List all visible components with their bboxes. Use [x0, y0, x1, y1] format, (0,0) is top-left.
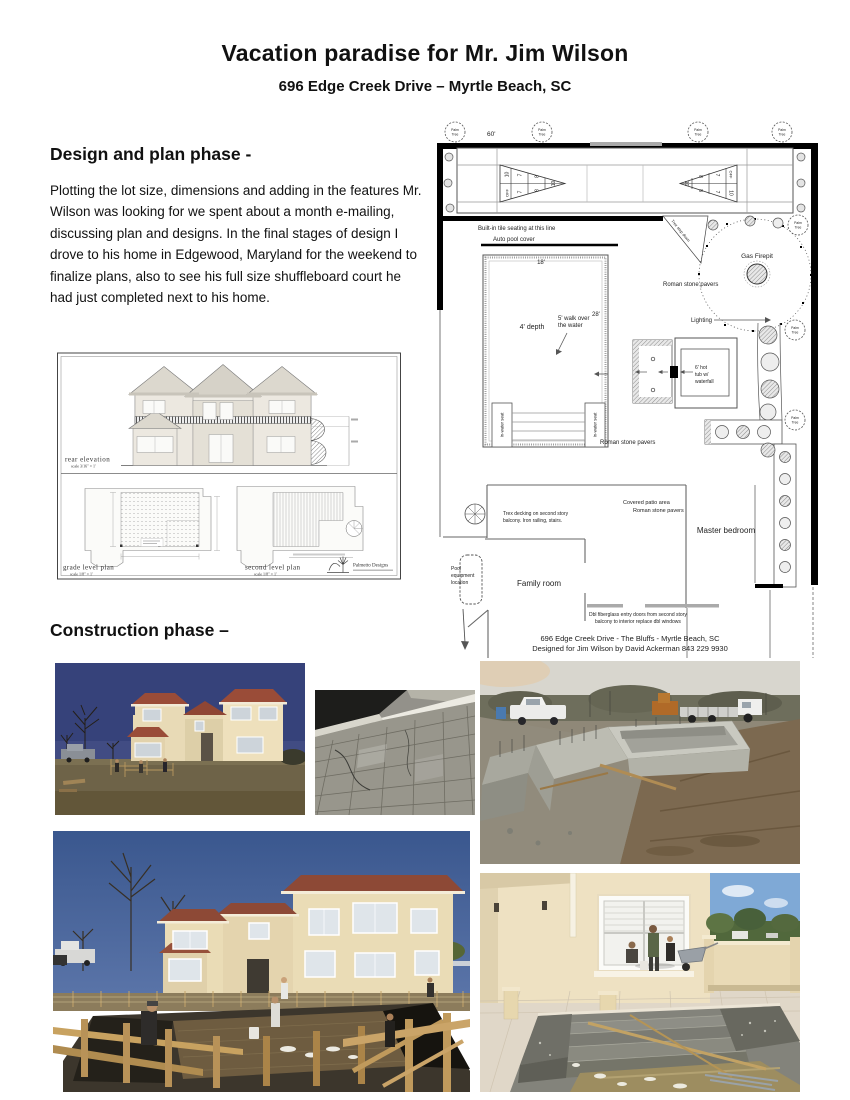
svg-text:Palm: Palm [791, 326, 799, 330]
gas-firepit-symbol [747, 264, 767, 284]
svg-text:10: 10 [727, 190, 734, 196]
lot-width-dim: 60' [487, 131, 496, 138]
site-plan [437, 117, 818, 662]
shuffleboard-court [444, 148, 805, 213]
svg-text:tub w/: tub w/ [695, 372, 709, 378]
page-subtitle: 696 Edge Creek Drive – Myrtle Beach, SC [278, 78, 572, 95]
stone-pavers-label-2: Roman stone pavers [600, 440, 656, 446]
firm-name: Palmetto Designs [353, 563, 389, 569]
stone-pavers-label-1: Roman stone pavers [663, 282, 719, 288]
grade-plan-label: grade level plan [63, 563, 115, 572]
svg-text:the water: the water [558, 323, 583, 329]
deck-note: Trex decking on second story [503, 511, 569, 517]
svg-text:Tree: Tree [791, 420, 799, 425]
svg-text:OFF: OFF [504, 189, 510, 197]
svg-text:8: 8 [534, 189, 541, 192]
second-plan-scale: scale 1/8" = 1' [254, 571, 277, 577]
family-room-label: Family room [517, 579, 562, 588]
rear-elevation-label: rear elevation [65, 455, 111, 464]
photo-pool-steps-workers [480, 873, 800, 1092]
gas-firepit-label: Gas Firepit [741, 253, 773, 260]
svg-text:10: 10 [551, 180, 557, 187]
rear-elevation-scale: scale 3/16" = 1' [71, 463, 96, 469]
master-bedroom-label: Master bedroom [696, 526, 756, 535]
svg-text:10: 10 [683, 180, 689, 187]
grade-plan-scale: scale 1/8" = 1' [70, 571, 93, 577]
waterfall-symbol [670, 366, 678, 378]
site-plan-drawing [437, 117, 818, 662]
svg-text:Palm: Palm [791, 416, 799, 420]
svg-text:Palm: Palm [694, 128, 702, 132]
svg-text:balcony to interior replace db: balcony to interior replace dbl windows [595, 619, 681, 625]
svg-text:Roman stone pavers: Roman stone pavers [633, 508, 684, 514]
hot-tub [633, 338, 737, 408]
step-down-note: Trex step down [670, 218, 692, 243]
house-outline [443, 485, 813, 658]
photo-pool-shell-concrete [480, 661, 800, 864]
covered-patio-note: Covered patio area [623, 500, 670, 506]
pool-length-dim: 28' [592, 312, 600, 318]
doors-note: Dbl fiberglass entry doors from second story [589, 612, 687, 618]
elevation-sheet [57, 352, 401, 580]
hot-tub-label: 6' hot [695, 365, 708, 371]
spiral-stair-symbol [465, 504, 485, 524]
pool-width-dim: 18' [537, 260, 545, 266]
svg-text:7: 7 [517, 190, 524, 194]
in-water-seat-label: In-water seat [499, 412, 505, 438]
svg-text:Tree: Tree [794, 225, 802, 230]
svg-text:Tree: Tree [538, 132, 546, 137]
svg-text:OFF: OFF [728, 170, 734, 179]
seating-note: Built-in tile seating at this line [478, 226, 556, 232]
svg-text:Tree: Tree [791, 330, 799, 335]
plan-address-line1: 696 Edge Creek Drive - The Bluffs - Myrtle Beach, SC [540, 634, 720, 643]
svg-text:In-water seat: In-water seat [592, 412, 598, 438]
svg-text:8: 8 [534, 175, 541, 178]
design-phase-heading: Design and plan phase - [50, 144, 252, 164]
svg-text:Tree: Tree [694, 132, 702, 137]
svg-text:Tree: Tree [451, 132, 459, 137]
svg-text:location: location [451, 580, 469, 586]
second-plan-label: second level plan [245, 563, 301, 572]
svg-text:8: 8 [697, 175, 703, 178]
photo-stamped-concrete [315, 690, 475, 815]
svg-text:7: 7 [714, 190, 720, 194]
pool-equipment-callout [451, 555, 482, 650]
svg-text:equipment: equipment [451, 573, 475, 579]
svg-text:waterfall: waterfall [695, 379, 714, 385]
photo-pool-formwork-house [53, 831, 470, 1092]
svg-text:Palm: Palm [778, 128, 786, 132]
pool-depth-label: 4' depth [519, 324, 545, 331]
lighting-callout [691, 317, 771, 324]
pool-equipment-label: Pool [451, 566, 462, 572]
lighting-label: Lighting [690, 318, 712, 324]
svg-text:7: 7 [517, 173, 524, 177]
svg-text:balcony. Iron railing, stairs.: balcony. Iron railing, stairs. [503, 518, 563, 524]
walkover-label: 5' walk over [558, 316, 590, 322]
score-cell: 10 [504, 171, 511, 178]
elevation-sheet-drawing [57, 352, 401, 580]
photo-house-site-stakes [55, 663, 305, 815]
design-phase-paragraph: Plotting the lot size, dimensions and adding in the features Mr. Wilson was looking for we spent about a month e-mailing, discussing plan and designs. In the final stages of design I drove to his home in Edgewood, Maryland for the weekend to finalize plans, also to see his full size shuffleboard court he had just completed next to his home. [50, 183, 422, 306]
page-title: Vacation paradise for Mr. Jim Wilson [221, 40, 629, 66]
pool-cover-label: Auto pool cover [493, 237, 535, 243]
svg-text:Tree: Tree [778, 132, 786, 137]
svg-text:Palm: Palm [794, 221, 802, 225]
svg-text:8: 8 [697, 189, 703, 192]
plan-address-line2: Designed for Jim Wilson by David Ackerman 843 229 9930 [532, 644, 728, 653]
svg-text:7: 7 [714, 173, 720, 177]
palm-tree-label: Palm [451, 128, 459, 132]
pool [481, 237, 618, 447]
construction-phase-heading: Construction phase – [50, 620, 229, 640]
svg-text:Palm: Palm [538, 128, 546, 132]
